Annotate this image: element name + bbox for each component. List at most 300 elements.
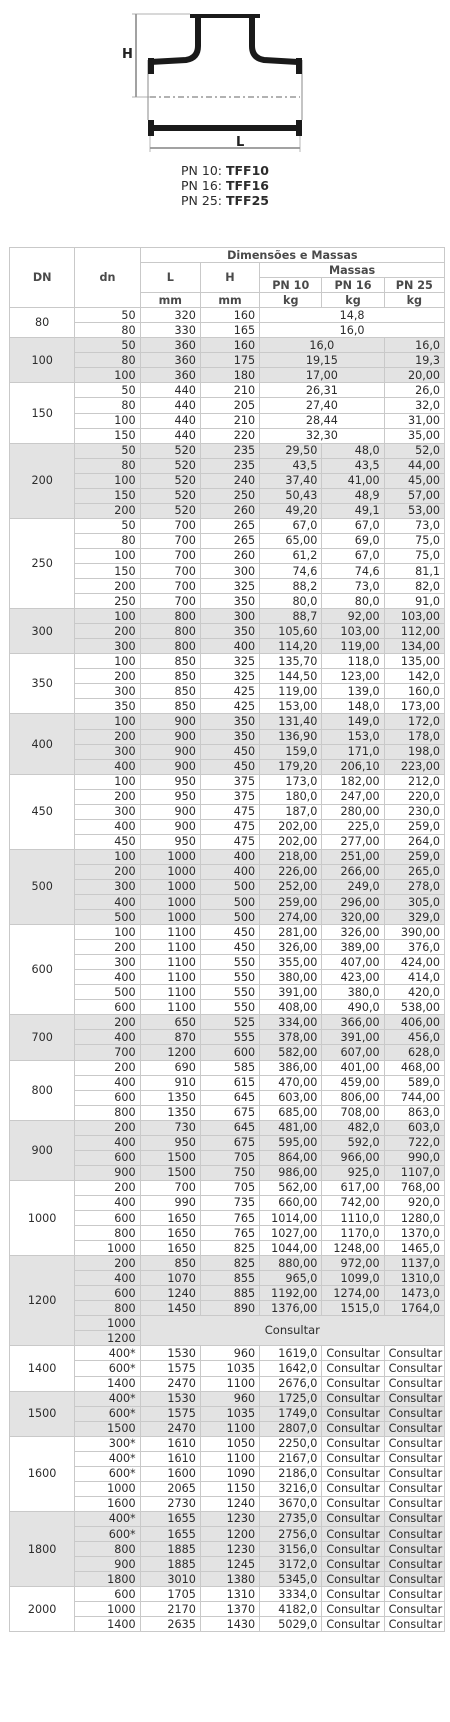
l-cell: 1350 bbox=[140, 1105, 200, 1120]
l-cell: 520 bbox=[140, 503, 200, 518]
l-cell: 1100 bbox=[140, 1000, 200, 1015]
table-row bbox=[10, 1135, 445, 1150]
mass-pn10-cell: 470,00 bbox=[260, 1075, 322, 1090]
l-cell: 1575 bbox=[140, 1406, 200, 1421]
h-cell: 425 bbox=[200, 699, 259, 714]
table-row bbox=[10, 744, 445, 759]
mass-merged-cell: 14,8 bbox=[260, 308, 445, 323]
h-cell: 450 bbox=[200, 925, 259, 940]
mass-pn16-cell: Consultar bbox=[322, 1617, 384, 1632]
l-cell: 690 bbox=[140, 1060, 200, 1075]
h-cell: 500 bbox=[200, 910, 259, 925]
mass-pn10-cell: 43,5 bbox=[260, 458, 322, 473]
dn-cell: 1500 bbox=[10, 1391, 75, 1436]
table-row bbox=[10, 970, 445, 985]
mass-pn16-cell: 153,0 bbox=[322, 729, 384, 744]
mass-pn16-cell: 49,1 bbox=[322, 503, 384, 518]
dn-cell: 80 bbox=[10, 308, 75, 338]
l-cell: 900 bbox=[140, 819, 200, 834]
dn-small-cell: 1000 bbox=[75, 1481, 140, 1496]
table-row bbox=[10, 1451, 445, 1466]
header-pn10: PN 10 bbox=[260, 278, 322, 293]
mass-pn25-cell: 16,0 bbox=[384, 338, 444, 353]
header-pn25: PN 25 bbox=[384, 278, 444, 293]
table-row bbox=[10, 1271, 445, 1286]
table-row bbox=[10, 1376, 445, 1391]
mass-pn10-cell: 880,00 bbox=[260, 1256, 322, 1271]
mass-pn16-cell: 320,00 bbox=[322, 910, 384, 925]
l-cell: 990 bbox=[140, 1195, 200, 1210]
mass-pn10-cell: 3334,0 bbox=[260, 1587, 322, 1602]
mass-pn10-cell: 1044,00 bbox=[260, 1241, 322, 1256]
l-cell: 360 bbox=[140, 338, 200, 353]
l-cell: 700 bbox=[140, 1180, 200, 1195]
table-body bbox=[10, 308, 445, 1632]
h-cell: 1035 bbox=[200, 1361, 259, 1376]
mass-pn10-cell: 61,2 bbox=[260, 548, 322, 563]
mass-pn10-16-cell: 27,40 bbox=[260, 398, 385, 413]
h-cell: 675 bbox=[200, 1105, 259, 1120]
mass-pn25-cell: Consultar bbox=[384, 1602, 444, 1617]
mass-pn25-cell: 73,0 bbox=[384, 518, 444, 533]
h-cell: 1100 bbox=[200, 1451, 259, 1466]
mass-pn10-cell: 114,20 bbox=[260, 639, 322, 654]
mass-pn25-cell: 1465,0 bbox=[384, 1241, 444, 1256]
dn-small-cell: 100 bbox=[75, 654, 140, 669]
table-row bbox=[10, 1105, 445, 1120]
dn-small-cell: 400* bbox=[75, 1451, 140, 1466]
table-row bbox=[10, 563, 445, 578]
mass-pn16-cell: 67,0 bbox=[322, 548, 384, 563]
dn-small-cell: 500 bbox=[75, 910, 140, 925]
mass-pn16-cell: 280,00 bbox=[322, 804, 384, 819]
table-row bbox=[10, 819, 445, 834]
mass-pn25-cell: 45,00 bbox=[384, 473, 444, 488]
h-cell: 300 bbox=[200, 609, 259, 624]
mass-pn25-cell: 35,00 bbox=[384, 428, 444, 443]
mass-pn25-cell: 414,0 bbox=[384, 970, 444, 985]
dn-small-cell: 400* bbox=[75, 1346, 140, 1361]
h-cell: 375 bbox=[200, 774, 259, 789]
h-cell: 350 bbox=[200, 624, 259, 639]
mass-pn16-cell: 1515,0 bbox=[322, 1301, 384, 1316]
table-row bbox=[10, 1617, 445, 1632]
mass-pn10-cell: 2756,0 bbox=[260, 1526, 322, 1541]
mass-pn10-cell: 202,00 bbox=[260, 819, 322, 834]
mass-pn25-cell: 91,0 bbox=[384, 594, 444, 609]
mass-pn25-cell: 19,3 bbox=[384, 353, 444, 368]
mass-pn10-cell: 202,00 bbox=[260, 834, 322, 849]
mass-pn25-cell: 81,1 bbox=[384, 563, 444, 578]
table-row bbox=[10, 1557, 445, 1572]
h-cell: 450 bbox=[200, 759, 259, 774]
table-row bbox=[10, 1587, 445, 1602]
table-row bbox=[10, 308, 445, 323]
h-cell: 350 bbox=[200, 714, 259, 729]
l-cell: 1000 bbox=[140, 879, 200, 894]
table-row bbox=[10, 473, 445, 488]
mass-pn25-cell: 135,00 bbox=[384, 654, 444, 669]
table-row bbox=[10, 1346, 445, 1361]
mass-pn10-cell: 173,0 bbox=[260, 774, 322, 789]
right-bottom-flange bbox=[296, 120, 302, 136]
dn-cell: 800 bbox=[10, 1060, 75, 1120]
mass-pn25-cell: 220,0 bbox=[384, 789, 444, 804]
h-cell: 1310 bbox=[200, 1587, 259, 1602]
h-cell: 1230 bbox=[200, 1511, 259, 1526]
mass-pn16-cell: 972,00 bbox=[322, 1256, 384, 1271]
mass-pn10-cell: 105,60 bbox=[260, 624, 322, 639]
l-cell: 2470 bbox=[140, 1421, 200, 1436]
mass-pn16-cell: 206,10 bbox=[322, 759, 384, 774]
mass-pn10-cell: 281,00 bbox=[260, 925, 322, 940]
dn-small-cell: 200 bbox=[75, 669, 140, 684]
dn-small-cell: 600 bbox=[75, 1211, 140, 1226]
mass-pn10-16-cell: 17,00 bbox=[260, 368, 385, 383]
table-row bbox=[10, 1180, 445, 1195]
mass-pn16-cell: 123,00 bbox=[322, 669, 384, 684]
h-cell: 765 bbox=[200, 1226, 259, 1241]
mass-pn16-cell: 48,0 bbox=[322, 443, 384, 458]
body-bottom-wall bbox=[154, 125, 296, 131]
h-cell: 550 bbox=[200, 985, 259, 1000]
mass-pn25-cell: 103,00 bbox=[384, 609, 444, 624]
l-cell: 850 bbox=[140, 669, 200, 684]
mass-pn25-cell: 1280,0 bbox=[384, 1211, 444, 1226]
h-cell: 525 bbox=[200, 1015, 259, 1030]
h-cell: 555 bbox=[200, 1030, 259, 1045]
mass-pn16-cell: 401,00 bbox=[322, 1060, 384, 1075]
mass-pn10-cell: 864,00 bbox=[260, 1150, 322, 1165]
l-cell: 850 bbox=[140, 699, 200, 714]
mass-pn10-cell: 1027,00 bbox=[260, 1226, 322, 1241]
mass-pn10-cell: 378,00 bbox=[260, 1030, 322, 1045]
mass-pn16-cell: 48,9 bbox=[322, 488, 384, 503]
dn-small-cell: 400 bbox=[75, 1030, 140, 1045]
h-cell: 600 bbox=[200, 1045, 259, 1060]
l-cell: 650 bbox=[140, 1015, 200, 1030]
mass-pn10-cell: 4182,0 bbox=[260, 1602, 322, 1617]
mass-pn25-cell: Consultar bbox=[384, 1421, 444, 1436]
dn-small-cell: 100 bbox=[75, 413, 140, 428]
dn-small-cell: 100 bbox=[75, 548, 140, 563]
mass-pn10-cell: 226,00 bbox=[260, 864, 322, 879]
l-cell: 1500 bbox=[140, 1165, 200, 1180]
dn-small-cell: 1000 bbox=[75, 1602, 140, 1617]
header-massas: Massas bbox=[260, 263, 445, 278]
mass-pn10-cell: 65,00 bbox=[260, 533, 322, 548]
l-cell: 1100 bbox=[140, 985, 200, 1000]
table-row bbox=[10, 654, 445, 669]
dn-small-cell: 600* bbox=[75, 1526, 140, 1541]
table-row bbox=[10, 579, 445, 594]
mass-pn25-cell: 538,00 bbox=[384, 1000, 444, 1015]
mass-pn16-cell: 423,00 bbox=[322, 970, 384, 985]
branch-flange bbox=[190, 14, 260, 18]
mass-pn16-cell: Consultar bbox=[322, 1406, 384, 1421]
table-row bbox=[10, 925, 445, 940]
header-pn16: PN 16 bbox=[322, 278, 384, 293]
unit-pn10: kg bbox=[260, 293, 322, 308]
mass-pn10-16-cell: 32,30 bbox=[260, 428, 385, 443]
table-row bbox=[10, 1256, 445, 1271]
mass-pn16-cell: 247,00 bbox=[322, 789, 384, 804]
l-cell: 520 bbox=[140, 488, 200, 503]
table-row bbox=[10, 729, 445, 744]
table-row bbox=[10, 1421, 445, 1436]
l-cell: 320 bbox=[140, 308, 200, 323]
table-row bbox=[10, 1602, 445, 1617]
dn-small-cell: 1800 bbox=[75, 1572, 140, 1587]
mass-pn16-cell: 119,00 bbox=[322, 639, 384, 654]
h-cell: 645 bbox=[200, 1090, 259, 1105]
table-row bbox=[10, 1316, 445, 1331]
mass-pn16-cell: Consultar bbox=[322, 1376, 384, 1391]
mass-pn25-cell: 230,0 bbox=[384, 804, 444, 819]
table-row bbox=[10, 1030, 445, 1045]
mass-pn16-cell: 182,00 bbox=[322, 774, 384, 789]
left-bottom-flange bbox=[148, 120, 154, 136]
l-cell: 950 bbox=[140, 1135, 200, 1150]
mass-pn25-cell: 468,00 bbox=[384, 1060, 444, 1075]
mass-pn10-cell: 685,00 bbox=[260, 1105, 322, 1120]
mass-pn10-cell: 74,6 bbox=[260, 563, 322, 578]
mass-pn10-cell: 355,00 bbox=[260, 955, 322, 970]
dn-small-cell: 900 bbox=[75, 1557, 140, 1572]
l-cell: 1100 bbox=[140, 970, 200, 985]
dn-small-cell: 200 bbox=[75, 1015, 140, 1030]
dn-small-cell: 800 bbox=[75, 1301, 140, 1316]
pn10-code-line: PN 10: TFF10 bbox=[181, 163, 269, 178]
mass-pn25-cell: 82,0 bbox=[384, 579, 444, 594]
table-row bbox=[10, 1241, 445, 1256]
h-cell: 475 bbox=[200, 834, 259, 849]
mass-pn25-cell: Consultar bbox=[384, 1436, 444, 1451]
table-row bbox=[10, 955, 445, 970]
table-row bbox=[10, 323, 445, 338]
l-cell: 800 bbox=[140, 609, 200, 624]
table-row bbox=[10, 533, 445, 548]
mass-pn25-cell: 768,00 bbox=[384, 1180, 444, 1195]
mass-pn25-cell: Consultar bbox=[384, 1511, 444, 1526]
mass-pn25-cell: 1370,0 bbox=[384, 1226, 444, 1241]
mass-pn25-cell: 134,00 bbox=[384, 639, 444, 654]
table-row bbox=[10, 1286, 445, 1301]
mass-pn10-cell: 481,00 bbox=[260, 1120, 322, 1135]
dn-small-cell: 200 bbox=[75, 864, 140, 879]
h-cell: 425 bbox=[200, 684, 259, 699]
table-row bbox=[10, 1165, 445, 1180]
table-row bbox=[10, 1526, 445, 1541]
dn-small-cell: 1200 bbox=[75, 1331, 140, 1346]
mass-pn10-cell: 1014,00 bbox=[260, 1211, 322, 1226]
h-cell: 350 bbox=[200, 729, 259, 744]
h-cell: 250 bbox=[200, 488, 259, 503]
mass-pn10-cell: 144,50 bbox=[260, 669, 322, 684]
left-top-flange bbox=[148, 58, 154, 74]
table-row bbox=[10, 879, 445, 894]
table-row bbox=[10, 1120, 445, 1135]
unit-h: mm bbox=[200, 293, 259, 308]
table-row bbox=[10, 503, 445, 518]
mass-pn25-cell: 1107,0 bbox=[384, 1165, 444, 1180]
unit-pn25: kg bbox=[384, 293, 444, 308]
dn-small-cell: 400 bbox=[75, 895, 140, 910]
mass-pn16-cell: 366,00 bbox=[322, 1015, 384, 1030]
dn-small-cell: 600* bbox=[75, 1406, 140, 1421]
mass-pn25-cell: 173,00 bbox=[384, 699, 444, 714]
dn-small-cell: 80 bbox=[75, 458, 140, 473]
mass-pn10-cell: 3216,0 bbox=[260, 1481, 322, 1496]
mass-pn16-cell: Consultar bbox=[322, 1511, 384, 1526]
l-cell: 900 bbox=[140, 729, 200, 744]
dn-cell: 500 bbox=[10, 849, 75, 924]
l-cell: 850 bbox=[140, 654, 200, 669]
mass-pn10-cell: 386,00 bbox=[260, 1060, 322, 1075]
h-cell: 750 bbox=[200, 1165, 259, 1180]
dn-cell: 1400 bbox=[10, 1346, 75, 1391]
dn-small-cell: 300 bbox=[75, 804, 140, 819]
mass-pn25-cell: 420,0 bbox=[384, 985, 444, 1000]
h-cell: 765 bbox=[200, 1211, 259, 1226]
mass-pn16-cell: 225,0 bbox=[322, 819, 384, 834]
h-cell: 220 bbox=[200, 428, 259, 443]
dn-cell: 600 bbox=[10, 925, 75, 1015]
table-row bbox=[10, 834, 445, 849]
header-h: H bbox=[200, 263, 259, 293]
l-cell: 1575 bbox=[140, 1361, 200, 1376]
l-cell: 850 bbox=[140, 1256, 200, 1271]
dn-cell: 1000 bbox=[10, 1180, 75, 1255]
dn-small-cell: 80 bbox=[75, 533, 140, 548]
l-cell: 2635 bbox=[140, 1617, 200, 1632]
mass-pn16-cell: Consultar bbox=[322, 1602, 384, 1617]
mass-pn16-cell: 1170,0 bbox=[322, 1226, 384, 1241]
dn-small-cell: 800 bbox=[75, 1542, 140, 1557]
mass-pn25-cell: 31,00 bbox=[384, 413, 444, 428]
mass-pn10-cell: 1376,00 bbox=[260, 1301, 322, 1316]
mass-pn25-cell: 278,0 bbox=[384, 879, 444, 894]
l-cell: 1530 bbox=[140, 1346, 200, 1361]
dn-cell: 900 bbox=[10, 1120, 75, 1180]
h-cell: 1035 bbox=[200, 1406, 259, 1421]
mass-pn16-cell: 67,0 bbox=[322, 518, 384, 533]
mass-pn16-cell: 80,0 bbox=[322, 594, 384, 609]
h-cell: 235 bbox=[200, 458, 259, 473]
l-cell: 1885 bbox=[140, 1557, 200, 1572]
h-cell: 825 bbox=[200, 1241, 259, 1256]
dn-cell: 450 bbox=[10, 774, 75, 849]
table-row bbox=[10, 624, 445, 639]
mass-pn25-cell: Consultar bbox=[384, 1406, 444, 1421]
mass-pn16-cell: 92,00 bbox=[322, 609, 384, 624]
dn-cell: 1200 bbox=[10, 1256, 75, 1346]
mass-pn10-cell: 187,0 bbox=[260, 804, 322, 819]
mass-pn25-cell: 456,0 bbox=[384, 1030, 444, 1045]
mass-pn10-cell: 218,00 bbox=[260, 849, 322, 864]
table-row bbox=[10, 443, 445, 458]
dn-small-cell: 350 bbox=[75, 699, 140, 714]
mass-pn16-cell: Consultar bbox=[322, 1572, 384, 1587]
table-row bbox=[10, 1195, 445, 1210]
dn-small-cell: 80 bbox=[75, 398, 140, 413]
mass-pn25-cell: 26,0 bbox=[384, 383, 444, 398]
dn-small-cell: 80 bbox=[75, 323, 140, 338]
l-cell: 1000 bbox=[140, 864, 200, 879]
l-cell: 2730 bbox=[140, 1496, 200, 1511]
l-cell: 1100 bbox=[140, 955, 200, 970]
mass-pn16-cell: Consultar bbox=[322, 1496, 384, 1511]
mass-pn16-cell: Consultar bbox=[322, 1466, 384, 1481]
mass-pn10-cell: 380,00 bbox=[260, 970, 322, 985]
h-cell: 400 bbox=[200, 864, 259, 879]
mass-pn16-cell: Consultar bbox=[322, 1451, 384, 1466]
h-cell: 475 bbox=[200, 819, 259, 834]
dn-small-cell: 150 bbox=[75, 488, 140, 503]
table-row bbox=[10, 1542, 445, 1557]
mass-pn10-cell: 562,00 bbox=[260, 1180, 322, 1195]
dn-small-cell: 800 bbox=[75, 1105, 140, 1120]
dn-small-cell: 1500 bbox=[75, 1421, 140, 1436]
h-cell: 1090 bbox=[200, 1466, 259, 1481]
mass-pn25-cell: 744,00 bbox=[384, 1090, 444, 1105]
h-cell: 1240 bbox=[200, 1496, 259, 1511]
l-cell: 870 bbox=[140, 1030, 200, 1045]
h-cell: 260 bbox=[200, 503, 259, 518]
mass-pn16-cell: 43,5 bbox=[322, 458, 384, 473]
h-label: H bbox=[122, 47, 133, 62]
mass-pn10-cell: 2186,0 bbox=[260, 1466, 322, 1481]
mass-pn10-cell: 88,2 bbox=[260, 579, 322, 594]
dn-cell: 100 bbox=[10, 338, 75, 383]
l-cell: 1705 bbox=[140, 1587, 200, 1602]
h-cell: 265 bbox=[200, 533, 259, 548]
mass-pn10-cell: 1725,0 bbox=[260, 1391, 322, 1406]
h-cell: 325 bbox=[200, 669, 259, 684]
mass-pn25-cell: 212,0 bbox=[384, 774, 444, 789]
mass-pn25-cell: 920,0 bbox=[384, 1195, 444, 1210]
mass-pn10-cell: 37,40 bbox=[260, 473, 322, 488]
mass-pn10-16-cell: 16,0 bbox=[260, 338, 385, 353]
mass-pn10-cell: 49,20 bbox=[260, 503, 322, 518]
l-cell: 1100 bbox=[140, 940, 200, 955]
l-cell: 950 bbox=[140, 774, 200, 789]
table-row bbox=[10, 398, 445, 413]
mass-pn25-cell: 390,00 bbox=[384, 925, 444, 940]
mass-pn16-cell: 380,0 bbox=[322, 985, 384, 1000]
dn-cell: 2000 bbox=[10, 1587, 75, 1632]
table-row bbox=[10, 1436, 445, 1451]
mass-pn10-cell: 326,00 bbox=[260, 940, 322, 955]
mass-pn16-cell: 74,6 bbox=[322, 563, 384, 578]
l-cell: 2470 bbox=[140, 1376, 200, 1391]
mass-pn10-cell: 29,50 bbox=[260, 443, 322, 458]
l-cell: 1650 bbox=[140, 1226, 200, 1241]
h-cell: 1230 bbox=[200, 1542, 259, 1557]
l-cell: 520 bbox=[140, 473, 200, 488]
mass-pn16-cell: 103,00 bbox=[322, 624, 384, 639]
mass-pn10-cell: 88,7 bbox=[260, 609, 322, 624]
h-cell: 235 bbox=[200, 443, 259, 458]
mass-pn16-cell: 925,0 bbox=[322, 1165, 384, 1180]
l-cell: 1610 bbox=[140, 1436, 200, 1451]
dn-small-cell: 200 bbox=[75, 503, 140, 518]
mass-pn10-cell: 153,00 bbox=[260, 699, 322, 714]
dn-small-cell: 400 bbox=[75, 1075, 140, 1090]
mass-pn25-cell: 142,0 bbox=[384, 669, 444, 684]
h-cell: 550 bbox=[200, 970, 259, 985]
mass-pn16-cell: Consultar bbox=[322, 1587, 384, 1602]
